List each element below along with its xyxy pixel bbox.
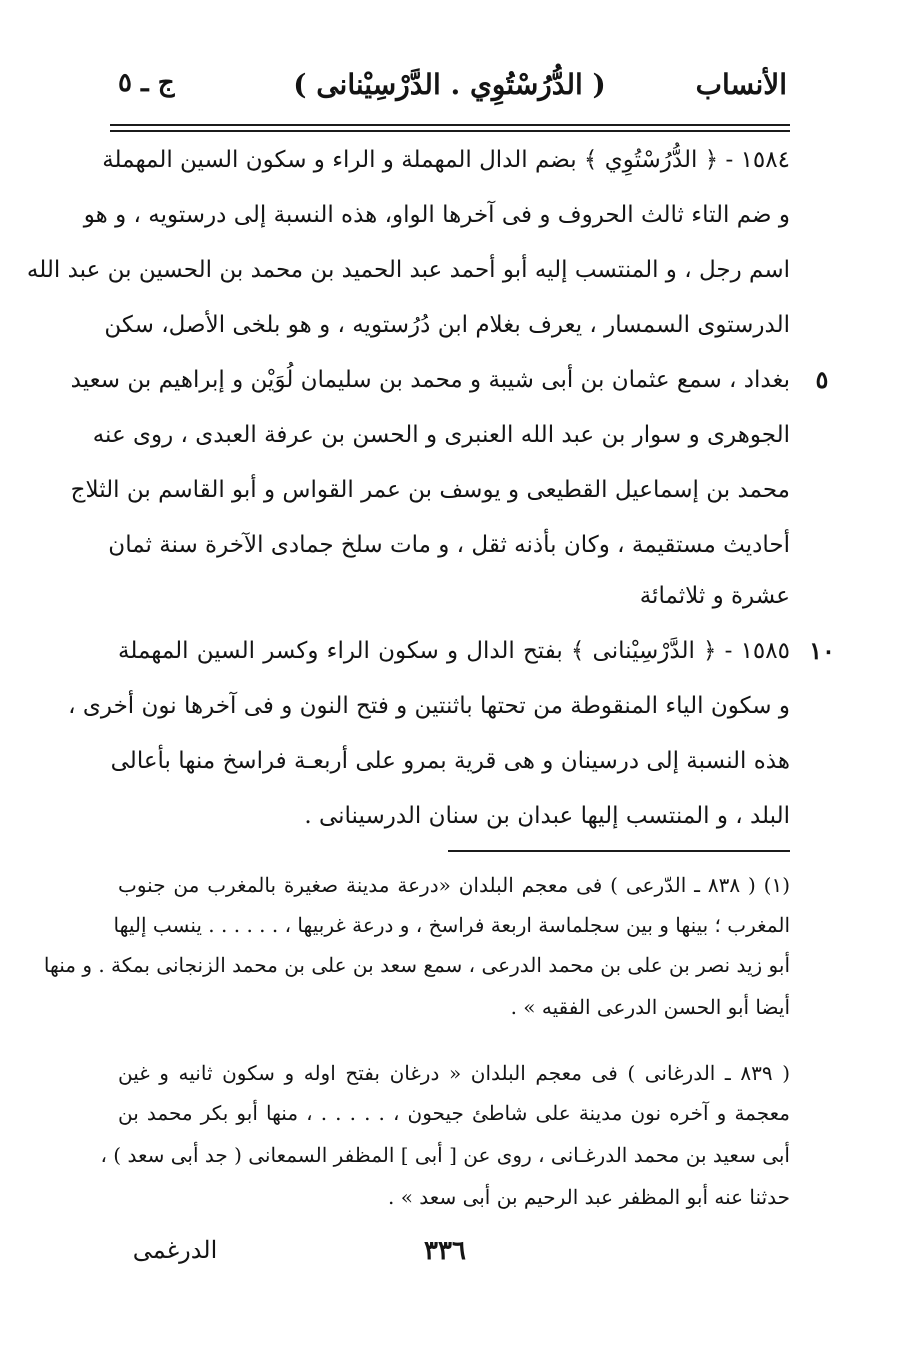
footnote-line: أبو زيد نصر بن على بن محمد الدرعى ، سمع سعد بن على بن محمد الزنجانى بمكة . و منها [43, 953, 790, 977]
book-title: الأنساب [695, 68, 787, 101]
text-line: ١٥٨٤ - ﴿ الدُّرُسْتُوِي ﴾ بضم الدال المهملة و الراء و سكون السين المهملة [102, 147, 790, 173]
page-number: ٣٣٦ [424, 1236, 466, 1266]
text-line: أحاديث مستقيمة ، وكان بأذنه ثقل ، و مات سلخ جمادى الآخرة سنة ثمان [108, 532, 790, 558]
footnote-line: معجمة و آخره نون مدينة على شاطئ جيحون ، . . . . . ، منها أبو بكر محمد بن [118, 1101, 790, 1125]
text-line: و سكون الياء المنقوطة من تحتها باثنتين و فتح النون و فى آخرها نون أخرى ، [68, 693, 790, 719]
volume-label: ج ـ ٥ [118, 68, 175, 98]
text-line: عشرة و ثلاثمائة [639, 583, 790, 609]
text-line: الدرستوى السمسار ، يعرف بغلام ابن دُرُستويه ، و هو بلخى الأصل، سكن [104, 312, 790, 338]
footnote-line: حدثنا عنه أبو المظفر عبد الرحيم بن أبى سعد » . [388, 1185, 790, 1209]
text-line: ١٥٨٥ - ﴿ الدَّرْسِيْنانی ﴾ بفتح الدال و سكون الراء وكسر السين المهملة [118, 638, 790, 664]
text-line: هذه النسبة إلى درسينان و هى قرية بمرو على أربعـة فراسخ منها بأعالى [110, 748, 790, 774]
header-rule-top [110, 124, 790, 126]
entry-range-title: ( الدُّرُسْتُوِي . الدَّرْسِيْنانی ) [293, 68, 606, 101]
text-line: و ضم التاء ثالث الحروف و فى آخرها الواو، هذه النسبة إلى درستويه ، و هو [83, 202, 790, 228]
running-header [112, 62, 787, 112]
footnote-line: أبى سعيد بن محمد الدرغـانى ، روى عن [ أبى ] المظفر السمعانى ( جد أبى سعد ) ، [100, 1143, 790, 1167]
footnote-line: أيضا أبو الحسن الدرعى الفقيه » . [510, 995, 790, 1019]
text-line: اسم رجل ، و المنتسب إليه أبو أحمد عبد الحميد بن محمد بن الحسين بن عبد الله [26, 257, 790, 283]
text-line: محمد بن إسماعيل القطيعى و يوسف بن عمر القواس و أبو القاسم بن الثلاج [70, 477, 790, 503]
footnote-line: ( ٨٣٩ ـ الدرغانى ) فى معجم البلدان « درغان بفتح اوله و سكون ثانيه و غين [118, 1061, 790, 1085]
footnote-separator [448, 850, 790, 852]
text-line: الجوهرى و سوار بن عبد الله العنبرى و الحسن بن عرفة العبدى ، روى عنه [92, 422, 790, 448]
catchword: الدرغمى [132, 1236, 218, 1264]
footnote-line: المغرب ؛ بينها و بين سجلماسة اربعة فراسخ ، و درعة غربيها ، . . . . . . ينسب إليها [113, 913, 790, 937]
footnote-line: (١) ( ٨٣٨ ـ الدّرعى ) فى معجم البلدان «درعة مدينة صغيرة بالمغرب من جنوب [118, 873, 790, 897]
line-number-marker: ١٠ [809, 636, 835, 665]
header-rule-bottom [110, 130, 790, 132]
text-line: بغداد ، سمع عثمان بن أبى شيبة و محمد بن سليمان لُوَيْن و إبراهيم بن سعيد [70, 367, 790, 393]
line-number-marker: ٥ [815, 365, 829, 394]
text-line: البلد ، و المنتسب إليها عبدان بن سنان الدرسينانى . [304, 803, 790, 829]
